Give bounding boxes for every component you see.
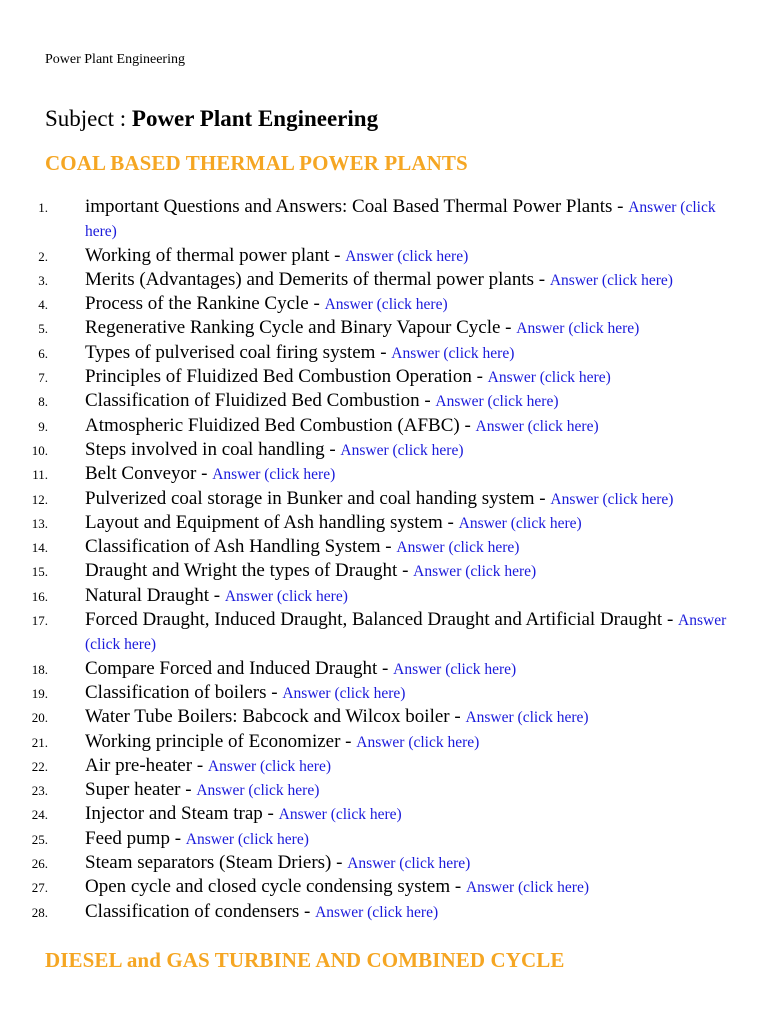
question-number: 7. [38,370,48,386]
subject-name: Power Plant Engineering [131,106,379,131]
question-text: Types of pulverised coal firing system - [85,341,392,363]
question-number: 2. [38,248,48,264]
answer-link[interactable]: Answer (click here) [324,296,448,314]
question-number: 12. [31,491,48,507]
question-number: 4. [38,297,48,313]
question-item [0,608,740,657]
question-number: 10. [31,442,48,458]
section-heading-coal: COAL BASED THERMAL POWER PLANTS [45,151,468,175]
question-item [0,414,740,438]
question-number: 20. [31,710,48,726]
question-number: 18. [31,661,48,677]
question-item [0,851,740,875]
answer-link[interactable]: Answer (click here) [356,733,480,751]
question-number: 17. [31,613,48,629]
question-text: Steps involved in coal handling - [85,438,341,460]
question-text: Classification of Ash Handling System - [85,536,397,558]
answer-link[interactable]: Answer (click here) [413,563,537,581]
question-item [0,681,740,705]
question-number: 8. [38,394,48,410]
answer-link[interactable]: Answer (click here) [487,369,611,387]
answer-link[interactable]: Answer (click here) [458,514,582,532]
answer-link[interactable]: Answer (click here) [465,879,590,897]
answer-link[interactable]: Answer (click here) [85,612,727,654]
subject-label: Subject : [45,106,132,131]
question-number: 25. [31,831,48,847]
question-item [0,195,740,244]
question-number: 28. [31,904,48,920]
question-text: Principles of Fluidized Bed Combustion Operation - [85,366,488,388]
question-text: Draught and Wright the types of Draught - [85,560,414,582]
question-item [0,438,740,462]
question-number: 19. [31,685,48,701]
question-item [0,487,740,511]
question-item [0,316,740,340]
answer-link[interactable]: Answer (click here) [516,320,640,338]
question-item [0,511,740,535]
question-text: Steam separators (Steam Driers) - [85,852,348,874]
answer-link[interactable]: Answer (click here) [465,709,589,727]
question-item [0,341,740,365]
answer-link[interactable]: Answer (click here) [185,830,309,848]
answer-link[interactable]: Answer (click here) [345,247,469,265]
question-item [0,875,740,899]
answer-link[interactable]: Answer (click here) [282,684,406,702]
question-text: Layout and Equipment of Ash handling system - [85,511,459,533]
answer-link[interactable]: Answer (click here) [475,417,599,435]
question-text: Classification of boilers - [85,681,283,703]
question-item [0,802,740,826]
answer-link[interactable]: Answer (click here) [315,903,439,921]
question-text: Water Tube Boilers: Babcock and Wilcox boiler - [85,706,466,728]
question-number: 6. [38,345,48,361]
question-item [0,462,740,486]
question-text: Merits (Advantages) and Demerits of thermal power plants - [85,268,550,290]
question-number: 3. [38,272,48,288]
question-item [0,657,740,681]
question-number: 16. [31,588,48,604]
question-number: 21. [31,734,48,750]
question-number: 26. [31,856,48,872]
question-text: Open cycle and closed cycle condensing system - [85,876,466,898]
question-item [0,827,740,851]
question-text: Pulverized coal storage in Bunker and coal handing system - [85,487,551,509]
answer-link[interactable]: Answer (click here) [85,199,716,241]
question-item [0,730,740,754]
answer-link[interactable]: Answer (click here) [391,344,515,362]
question-number: 24. [31,807,48,823]
question-text: Natural Draught - [85,584,225,606]
question-text: Feed pump - [85,827,186,849]
answer-link[interactable]: Answer (click here) [435,393,559,411]
question-item [0,559,740,583]
answer-link[interactable]: Answer (click here) [340,441,464,459]
answer-link[interactable]: Answer (click here) [347,855,471,873]
question-item [0,535,740,559]
question-number: 22. [31,758,48,774]
section-heading-diesel-gas: DIESEL and GAS TURBINE AND COMBINED CYCLE [45,948,565,972]
question-item [0,389,740,413]
question-item [0,900,740,924]
answer-link[interactable]: Answer (click here) [196,782,320,800]
question-text: Working principle of Economizer - [85,730,357,752]
question-text: Forced Draught, Induced Draught, Balanced Draught and Artificial Draught - [85,609,679,631]
question-item [0,268,740,292]
question-text: Air pre-heater - [85,754,208,776]
question-item [0,754,740,778]
answer-link[interactable]: Answer (click here) [549,271,673,289]
question-number: 9. [38,418,48,434]
question-text: Belt Conveyor - [85,463,213,485]
answer-link[interactable]: Answer (click here) [212,466,336,484]
answer-link[interactable]: Answer (click here) [393,660,517,678]
subject-line [45,106,378,132]
question-text: Injector and Steam trap - [85,803,279,825]
answer-link[interactable]: Answer (click here) [396,539,520,557]
question-text: Super heater - [85,779,197,801]
question-number: 5. [38,321,48,337]
question-text: Classification of Fluidized Bed Combustion - [85,390,436,412]
question-number: 27. [31,880,48,896]
question-number: 1. [38,200,48,215]
question-text: Atmospheric Fluidized Bed Combustion (AFBC) - [85,414,476,436]
question-text: Regenerative Ranking Cycle and Binary Vapour Cycle - [85,317,517,339]
question-number: 13. [31,515,48,531]
question-item [0,778,740,802]
question-text: Compare Forced and Induced Draught - [85,657,394,679]
question-text: Process of the Rankine Cycle - [85,293,325,315]
answer-link[interactable]: Answer (click here) [224,587,348,605]
answer-link[interactable]: Answer (click here) [207,757,331,775]
question-number: 23. [31,783,48,799]
question-item [0,584,740,608]
question-list [0,195,740,924]
answer-link[interactable]: Answer (click here) [550,490,674,508]
question-item [0,365,740,389]
answer-link[interactable]: Answer (click here) [278,806,402,824]
question-item [0,292,740,316]
question-text: important Questions and Answers: Coal Based Thermal Power Plants - [85,196,629,217]
question-text: Working of thermal power plant - [85,244,346,266]
question-number: 14. [31,540,48,556]
question-number: 15. [31,564,48,580]
question-text: Classification of condensers - [85,900,316,922]
running-header: Power Plant Engineering [45,52,185,67]
question-number: 11. [32,467,48,483]
question-item [0,244,740,268]
question-item [0,705,740,729]
